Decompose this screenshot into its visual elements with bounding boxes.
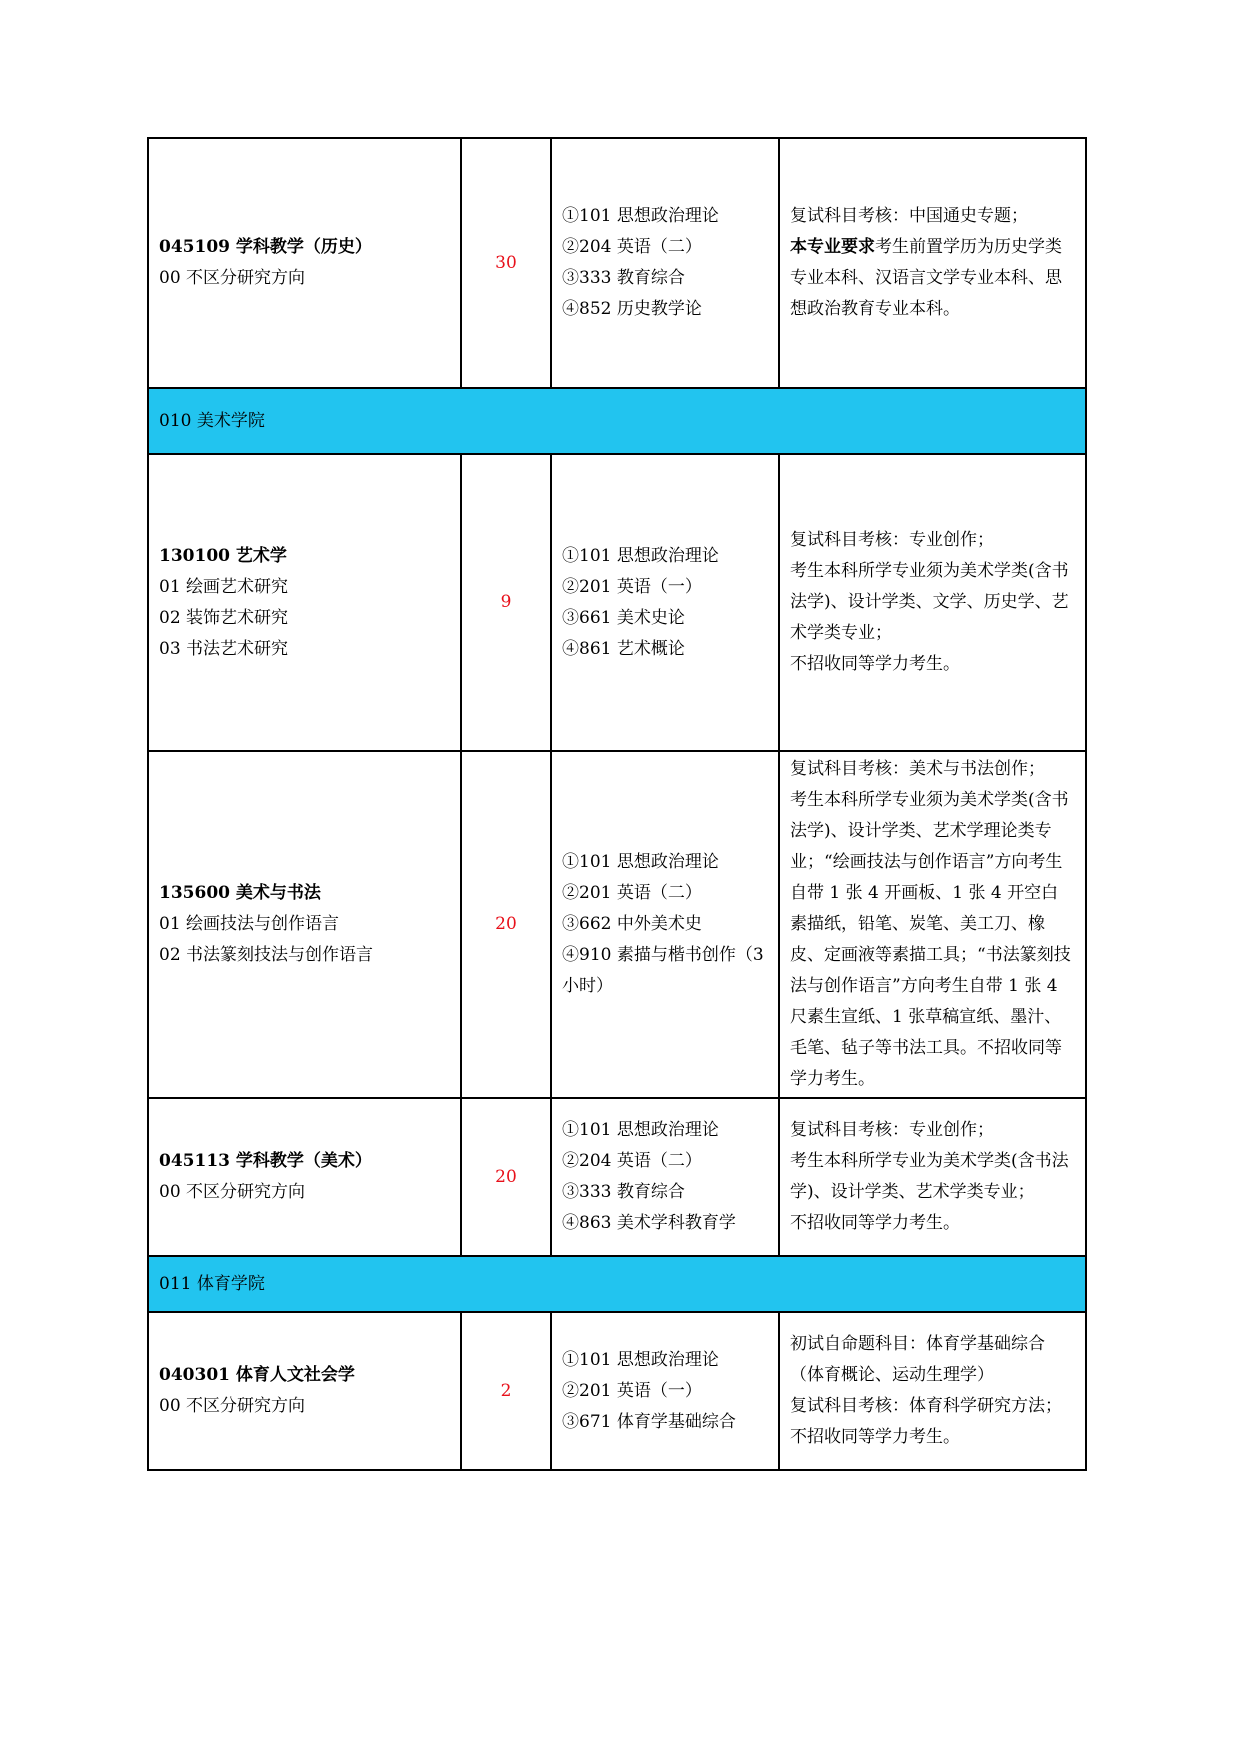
quota: 20 — [461, 751, 551, 1098]
note: 考生本科所学专业须为美术学类(含书法学)、设计学类、艺术学理论类专业；“绘画技法与创作语言”方向考生自带 1 张 4 开画板、1 张 4 开空白素描纸，铅笔、炭笔、美工刀、橡皮、定画液等素描工具；“书法篆刻技法与创作语言”方向考生自带 1 张 4 尺素生宣纸、1 张草稿宣纸、墨汁、毛笔、毡子等书法工具。不招收同等学力考生。 — [790, 790, 1071, 1089]
subjects-cell — [551, 1312, 779, 1470]
table-row — [148, 138, 1086, 388]
major-cell — [148, 751, 461, 1098]
table-row — [148, 751, 1086, 1098]
quota: 9 — [461, 454, 551, 751]
direction: 00 不区分研究方向 — [159, 1182, 306, 1202]
subject: ①101 思想政治理论 — [562, 852, 719, 872]
college-row — [148, 1256, 1086, 1312]
note: 初试自命题科目：体育学基础综合（体育概论、运动生理学） — [790, 1334, 1045, 1385]
subject: ④861 艺术概论 — [562, 638, 685, 659]
note: 考生本科所学专业为美术学类(含书法学)、设计学类、艺术学类专业； — [790, 1151, 1069, 1202]
college-title: 010 美术学院 — [148, 388, 1086, 454]
subject: ①101 思想政治理论 — [562, 1349, 719, 1370]
subject: ③662 中外美术史 — [562, 914, 702, 934]
direction: 01 绘画艺术研究 — [159, 576, 289, 597]
subject: ③661 美术史论 — [562, 607, 685, 628]
note: 复试科目考核：美术与书法创作； — [790, 759, 1045, 779]
note: 复试科目考核：中国通史专题； — [790, 206, 1028, 226]
subject: ①101 思想政治理论 — [562, 206, 719, 226]
subject: ②201 英语（一） — [562, 1380, 702, 1401]
note: 复试科目考核：专业创作； — [790, 1120, 994, 1140]
note: 不招收同等学力考生。 — [790, 654, 960, 674]
subjects-cell — [551, 1098, 779, 1256]
notes-cell — [779, 1098, 1086, 1256]
subject: ②204 英语（二） — [562, 237, 702, 257]
notes-cell — [779, 138, 1086, 388]
major-cell — [148, 138, 461, 388]
subject: ①101 思想政治理论 — [562, 545, 719, 566]
note: 考生本科所学专业须为美术学类(含书法学)、设计学类、文学、历史学、艺术学类专业； — [790, 561, 1069, 643]
major-code-name: 130100 艺术学 — [159, 545, 287, 566]
note — [790, 232, 1075, 325]
major-cell — [148, 1098, 461, 1256]
subject: ③671 体育学基础综合 — [562, 1411, 736, 1432]
notes-cell — [779, 751, 1086, 1098]
direction: 03 书法艺术研究 — [159, 638, 289, 659]
major-code-name: 045113 学科教学（美术） — [159, 1151, 372, 1171]
note: 复试科目考核：专业创作； — [790, 530, 994, 550]
major-cell — [148, 1312, 461, 1470]
major-code-name: 040301 体育人文社会学 — [159, 1365, 355, 1385]
major-cell — [148, 454, 461, 751]
subjects-cell — [551, 454, 779, 751]
direction: 01 绘画技法与创作语言 — [159, 914, 340, 934]
subject: ②201 英语（二） — [562, 883, 702, 903]
note-bold: 本专业要求 — [790, 237, 875, 257]
table-row — [148, 1098, 1086, 1256]
college-row — [148, 388, 1086, 454]
direction: 02 装饰艺术研究 — [159, 607, 289, 628]
subjects-cell — [551, 751, 779, 1098]
college-title: 011 体育学院 — [148, 1256, 1086, 1312]
table-row — [148, 454, 1086, 751]
major-code-name: 045109 学科教学（历史） — [159, 237, 372, 257]
direction: 00 不区分研究方向 — [159, 268, 306, 288]
subject: ①101 思想政治理论 — [562, 1120, 719, 1140]
subject: ②204 英语（二） — [562, 1151, 702, 1171]
subject: ④910 素描与楷书创作（3小时） — [562, 945, 764, 996]
subject: ④863 美术学科教育学 — [562, 1213, 736, 1233]
table-row — [148, 1312, 1086, 1470]
note: 复试科目考核：体育科学研究方法； — [790, 1396, 1062, 1416]
note: 不招收同等学力考生。 — [790, 1213, 960, 1233]
notes-cell — [779, 1312, 1086, 1470]
quota: 20 — [461, 1098, 551, 1256]
quota: 30 — [461, 138, 551, 388]
direction: 00 不区分研究方向 — [159, 1396, 306, 1416]
enrollment-table — [147, 137, 1087, 1471]
major-code-name: 135600 美术与书法 — [159, 883, 321, 903]
subject: ③333 教育综合 — [562, 268, 685, 288]
subject: ③333 教育综合 — [562, 1182, 685, 1202]
direction: 02 书法篆刻技法与创作语言 — [159, 945, 374, 965]
note: 不招收同等学力考生。 — [790, 1427, 960, 1447]
subject: ②201 英语（一） — [562, 576, 702, 597]
quota: 2 — [461, 1312, 551, 1470]
note-text: 考生前置学历为历史学类专业本科、汉语言文学专业本科、思想政治教育专业本科。 — [790, 237, 1062, 319]
subject: ④852 历史教学论 — [562, 299, 702, 319]
notes-cell — [779, 454, 1086, 751]
subjects-cell — [551, 138, 779, 388]
